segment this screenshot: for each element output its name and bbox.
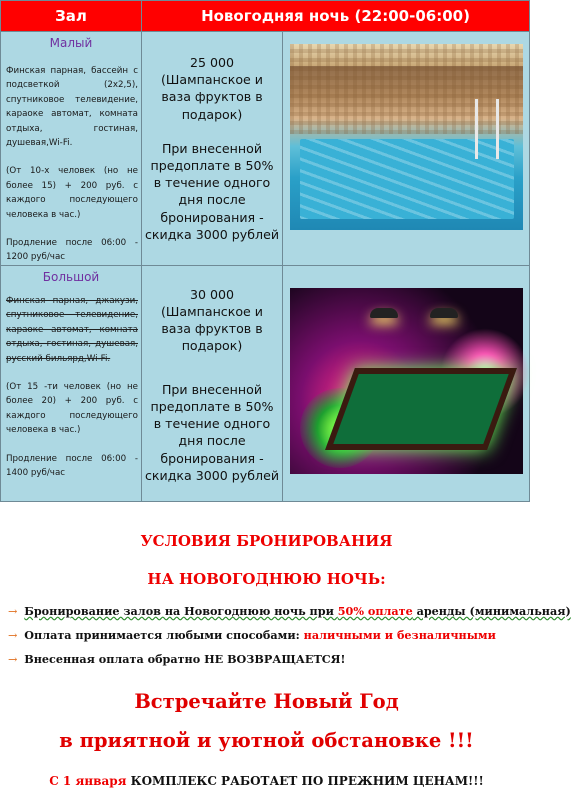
hall-extra-guests: (От 15 -ти человек (но не более 20) + 200 руб. с каждого последующего человека в час.)	[6, 381, 138, 436]
terms-list	[0, 604, 571, 676]
price-value: 25 000	[189, 55, 235, 70]
list-item	[8, 604, 571, 628]
price-gift: (Шампанское и ваза фруктов в подарок)	[161, 72, 263, 122]
term-highlight: наличными и безналичными	[303, 628, 496, 642]
hall-info-cell	[1, 32, 142, 266]
price-discount: При внесенной предоплате в 50% в течение одного дня после бронирования - скидка 3000 рублей	[145, 381, 279, 483]
arrow-right-icon: →	[8, 605, 18, 618]
footer-text: КОМПЛЕКС РАБОТАЕТ ПО ПРЕЖНИМ ЦЕНАМ!!!	[130, 774, 484, 788]
price-cell	[142, 32, 283, 266]
list-item	[8, 652, 533, 676]
terms-title-line2: НА НОВОГОДНЮЮ НОЧЬ:	[147, 570, 386, 588]
price-gift: (Шампанское и ваза фруктов в подарок)	[161, 304, 263, 354]
arrow-right-icon: →	[8, 629, 18, 642]
term-text: аренды (минимальная)	[412, 604, 571, 618]
price-cell	[142, 265, 283, 501]
greeting-line1: Встречайте Новый Год	[134, 690, 399, 713]
photo-cell	[283, 32, 530, 266]
hall-description	[1, 64, 141, 265]
table-row-big-hall	[1, 265, 530, 501]
price-value: 30 000	[189, 286, 235, 302]
hall-name: Малый	[49, 36, 93, 50]
footer-date: С 1 января	[49, 774, 131, 788]
hall-features: Финская парная, джакузи, спутниковое телевидение, караоке автомат, комната отдыха, гостиная, душевая, русский бильярд,Wi-Fi.	[6, 295, 138, 364]
table-row-small-hall	[1, 32, 530, 266]
term-text: Оплата принимается любыми способами:	[24, 628, 304, 642]
hall-info-cell	[1, 265, 142, 501]
booking-terms	[0, 526, 571, 788]
photo-cell	[283, 265, 530, 501]
hall-extension: Продление после 06:00 - 1200 руб/час	[6, 238, 138, 263]
price-discount: При внесенной предоплате в 50% в течение одного дня после бронирования - скидка 3000 рублей	[145, 140, 279, 242]
term-text: Внесенная оплата обратно НЕ ВОЗВРАЩАЕТСЯ!	[24, 652, 346, 666]
hall-features: Финская парная, бассейн с подсветкой (2х2,5), спутниковое телевидение, караоке автомат, комната отдыха, гостиная, душевая,Wi-Fi.	[6, 66, 138, 149]
list-item	[8, 628, 533, 652]
hall-extension: Продление после 06:00 - 1400 руб/час	[6, 453, 138, 478]
hall-description	[1, 294, 141, 480]
hall-extra-guests: (От 10-х человек (но не более 15) + 200 руб. с каждого последующего человека в час.)	[6, 166, 138, 220]
term-highlight: 50% оплате	[337, 604, 413, 618]
billiard-photo	[290, 288, 523, 474]
header-new-year-night: Новогодняя ночь (22:00-06:00)	[142, 1, 530, 32]
header-hall: Зал	[1, 1, 142, 32]
pool-photo	[290, 44, 523, 230]
greeting-line2: в приятной и уютной обстановке !!!	[59, 729, 474, 752]
terms-title-line1: УСЛОВИЯ БРОНИРОВАНИЯ	[140, 532, 393, 550]
term-text: Бронирование залов на Новогоднюю ночь при	[24, 604, 338, 618]
table-header-row	[1, 1, 530, 32]
price-block	[142, 286, 282, 484]
footer-notice	[0, 774, 533, 788]
hall-name: Большой	[42, 269, 100, 284]
price-block	[142, 54, 282, 243]
arrow-right-icon: →	[8, 653, 18, 666]
